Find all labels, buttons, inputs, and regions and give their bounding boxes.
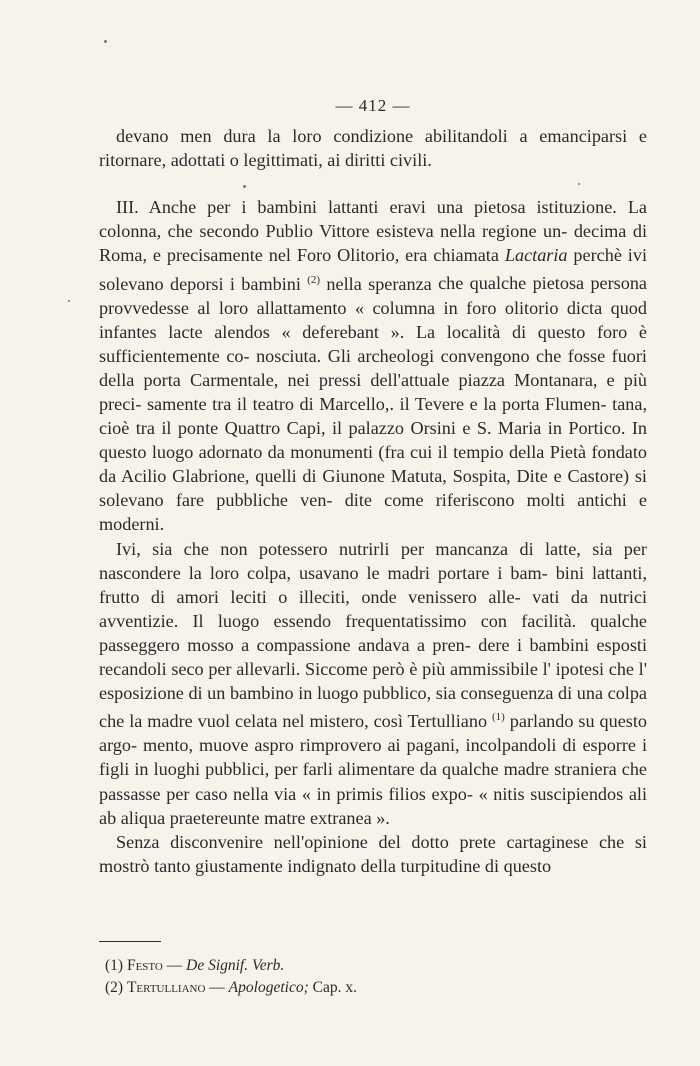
text-line: tempio della Pietà fondato da Acilio Glabrione, quelli di Giunone	[99, 442, 648, 487]
text-line: in Portico. In questo luogo adornato da monumenti (fra cui il	[99, 418, 647, 463]
text-line: celata nel mistero, così Tertulliano $^{(1)}$ parlando su questo argo-	[99, 711, 648, 756]
text-line: Lactaria perchè ivi solevano deporsi i bambini $^{(2)}$ nella speranza	[99, 245, 647, 294]
footnote-dash: —	[209, 979, 225, 996]
footnote-author: Tertulliano	[126, 979, 206, 996]
text-line: ritornare, adottati o legittimati, ai diritti civili.	[99, 150, 432, 171]
text-line: samente tra il teatro di Marcello,. il Tevere e la porta Flumen-	[146, 394, 607, 414]
footnote-author: Festo	[126, 957, 163, 974]
footnote-dash: —	[166, 957, 183, 974]
text-line: dite come riferiscono molti antichi e moderni.	[99, 490, 648, 535]
text-line: è più ammissibile l' ipotesi che l' esposizione di un bambino in	[99, 659, 648, 704]
footnote-ref: (1)	[492, 711, 505, 724]
text-line: Carmentale, nei pressi dell'attuale piazza Montanara, e più preci-	[99, 369, 648, 414]
paragraph	[99, 537, 647, 830]
book-page	[99, 0, 647, 1066]
footnote-rest: Cap. x.	[312, 979, 357, 996]
body-text	[99, 124, 647, 878]
text-line: « nitis suscipiendos ali ab aliqua praetereunte matre extranea ».	[99, 783, 648, 828]
footnote	[105, 955, 645, 977]
paragraph	[99, 124, 647, 172]
text-line: si mostrò tanto giustamente indignato della turpitudine di questo	[99, 831, 647, 876]
text-line: dere i bambini esposti recandoli seco per allevarli. Siccome però	[99, 634, 648, 680]
text-line: tana, cioè tra il ponte Quattro Capi, il palazzo Orsini e S. Maria	[99, 394, 648, 439]
text-line: mento, muove aspro rimprovero ai pagani, incolpandoli di esporre	[143, 735, 636, 756]
text-line: i figli in luoghi pubblici, per farli alimentare da qualche madre	[99, 735, 648, 780]
text-line: Ivi, sia che non potessero nutrirli per mancanza di latte, sia	[116, 538, 613, 559]
italic-term: Lactaria	[504, 245, 568, 266]
paper-speck	[578, 183, 580, 185]
paper-speck	[104, 40, 107, 43]
text-line: straniera che passasse per caso nella via « in primis filios expo-	[99, 759, 647, 804]
text-line: per nascondere la loro colpa, usavano le madri portare i bam-	[99, 538, 647, 583]
footnote-title: Apologetico;	[228, 979, 309, 996]
text-line: La colonna, che secondo Publio Vittore esisteva nella regione un-	[99, 197, 647, 242]
text-line: Senza disconvenire nell'opinione del dotto prete cartaginese che	[116, 831, 625, 852]
footnote-ref: (2)	[307, 273, 321, 286]
paragraph	[99, 830, 647, 878]
footnote-divider	[99, 941, 161, 942]
text-line: facilità. qualche passeggero mosso a compassione andava a pren-	[99, 610, 647, 655]
paragraph	[99, 195, 647, 536]
text-line: vati da nutrici avventizie. Il luogo essendo frequentatissimo con	[99, 586, 647, 631]
footnotes	[105, 955, 645, 999]
footnote-number: (1)	[105, 957, 124, 974]
page-number: — 412 —	[335, 96, 411, 115]
text-line: bini lattanti, frutto di amori leciti o illeciti, onde venissero alle-	[99, 562, 647, 607]
footnote-title: De Signif. Verb.	[186, 957, 285, 974]
text-line: devano men dura la loro condizione abilitandoli a emanciparsi e	[116, 126, 647, 146]
text-line: « deferebant ». La località di questo foro è sufficientemente co-	[99, 321, 647, 366]
text-line: nosciuta. Gli archeologi convengono che fosse fuori della porta	[99, 345, 647, 390]
footnote	[105, 977, 645, 999]
text-line: decima di Roma, e precisamente nel Foro Olitorio, era chiamata	[99, 221, 647, 266]
footnote-number: (2)	[105, 979, 124, 996]
paper-speck	[68, 300, 70, 302]
text-line: luogo pubblico, sia conseguenza di una colpa che la madre vuol	[99, 683, 648, 732]
text-line: III. Anche per i bambini lattanti eravi una pietosa istituzione.	[116, 197, 617, 218]
paper-speck	[243, 185, 246, 188]
text-line: che qualche pietosa persona provvedesse al loro allattamento	[99, 273, 648, 318]
text-line: Matuta, Sospita, Dite e Castore) si solevano fare pubbliche ven-	[99, 466, 647, 511]
text-line: « columna in foro olitorio dicta quod infantes lacte alendos	[99, 297, 647, 342]
